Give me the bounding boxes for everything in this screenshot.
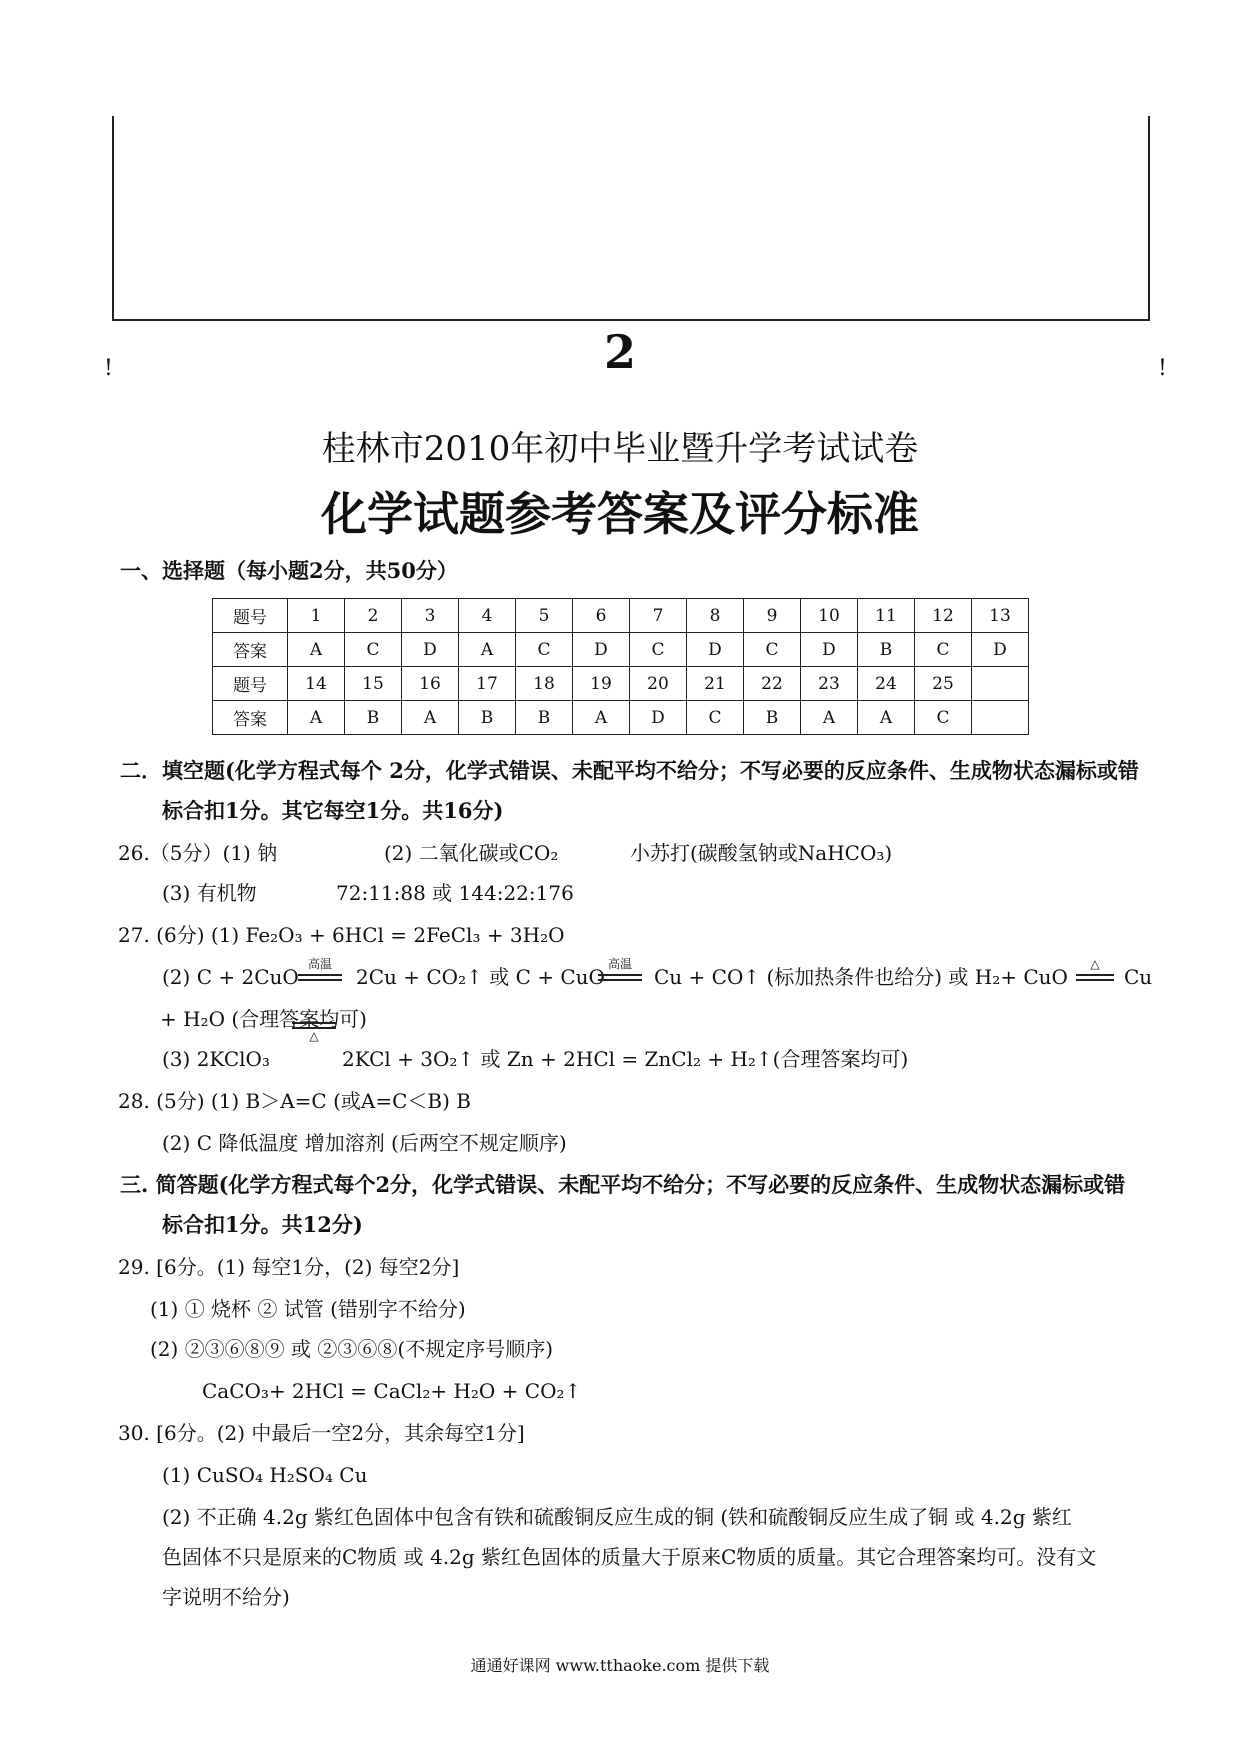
table-cell: C	[630, 633, 687, 667]
q26-answer-3b: 72:11:88 或 144:22:176	[336, 881, 574, 905]
answer-key-title: 化学试题参考答案及评分标准	[321, 487, 919, 541]
equation-sign	[298, 974, 342, 981]
table-cell: B	[744, 701, 801, 735]
section3-heading: 三. 简答题(化学方程式每个2分，化学式错误、未配平均不给分；不写必要的反应条件、生成物状态漏标或错	[120, 1172, 1126, 1197]
q30-answer-2-cont: 色固体不只是原来的C物质 或 4.2g 紫红色固体的质量大于原来C物质的质量。其它合理答案均可。没有文	[162, 1545, 1097, 1569]
table-cell: 7	[630, 599, 687, 633]
q27-answer-3a: (3) 2KClO₃	[162, 1047, 270, 1071]
row-label: 答案	[213, 633, 288, 667]
table-cell: 21	[687, 667, 744, 701]
table-cell: 19	[573, 667, 630, 701]
row-label: 答案	[213, 701, 288, 735]
table-cell: B	[345, 701, 402, 735]
table-cell: C	[744, 633, 801, 667]
section2-heading: 二．填空题(化学方程式每个 2分，化学式错误、未配平均不给分；不写必要的反应条件、生成物状态漏标或错	[120, 758, 1139, 783]
equation-sign	[292, 1022, 336, 1029]
table-cell: D	[801, 633, 858, 667]
q30-answer-2-end: 字说明不给分)	[162, 1585, 290, 1609]
table-cell: C	[516, 633, 573, 667]
table-cell: A	[288, 633, 345, 667]
table-row	[213, 599, 1029, 633]
q26-answer-2b: 小苏打(碳酸氢钠或NaHCO₃)	[630, 841, 893, 865]
table-cell: A	[459, 633, 516, 667]
table-cell: 4	[459, 599, 516, 633]
table-cell	[972, 701, 1029, 735]
section2-heading-cont: 标合扣1分。其它每空1分。共16分)	[162, 798, 504, 823]
q29-equation: CaCO₃+ 2HCl = CaCl₂+ H₂O + CO₂↑	[202, 1379, 582, 1403]
table-cell: B	[516, 701, 573, 735]
equation-sign	[598, 974, 642, 981]
table-cell: D	[402, 633, 459, 667]
margin-mark-left: !	[104, 356, 113, 381]
row-label: 题号	[213, 599, 288, 633]
condition-high-temp: 高温	[307, 957, 332, 971]
table-cell: 2	[345, 599, 402, 633]
table-cell: 8	[687, 599, 744, 633]
q27-answer-2c: Cu + CO↑ (标加热条件也给分) 或 H₂+ CuO	[654, 965, 1068, 989]
q29-answer-1: (1) ① 烧杯 ② 试管 (错别字不给分)	[150, 1297, 466, 1321]
table-cell: 24	[858, 667, 915, 701]
condition-heat: △	[1090, 957, 1100, 971]
table-cell: A	[288, 701, 345, 735]
table-cell: 15	[345, 667, 402, 701]
table-cell: 11	[858, 599, 915, 633]
q27-answer-1: 27. (6分) (1) Fe₂O₃ + 6HCl = 2FeCl₃ + 3H₂O	[118, 923, 565, 947]
q26-answer-3: (3) 有机物	[162, 881, 257, 905]
q27-answer-2e: + H₂O (合理答案均可)	[160, 1007, 367, 1031]
q30-scoring: 30. [6分。(2) 中最后一空2分，其余每空1分]	[118, 1421, 525, 1445]
table-cell: A	[573, 701, 630, 735]
table-cell: D	[630, 701, 687, 735]
q27-answer-3b: 2KCl + 3O₂↑ 或 Zn + 2HCl = ZnCl₂ + H₂↑(合理答案均可)	[342, 1047, 909, 1071]
table-row	[213, 701, 1029, 735]
table-cell: A	[858, 701, 915, 735]
q28-answer-1: 28. (5分) (1) B＞A=C (或A=C＜B) B	[118, 1089, 471, 1113]
table-cell	[972, 667, 1029, 701]
row-label: 题号	[213, 667, 288, 701]
table-cell: D	[573, 633, 630, 667]
table-row	[213, 633, 1029, 667]
table-cell: 20	[630, 667, 687, 701]
table-cell: 10	[801, 599, 858, 633]
table-cell: 18	[516, 667, 573, 701]
q30-answer-2: (2) 不正确 4.2g 紫红色固体中包含有铁和硫酸铜反应生成的铜 (铁和硫酸铜反应生成了铜 或 4.2g 紫红	[162, 1505, 1072, 1529]
condition-high-temp: 高温	[607, 957, 632, 971]
q27-answer-2b: 2Cu + CO₂↑ 或 C + CuO	[356, 965, 605, 989]
table-cell: 3	[402, 599, 459, 633]
table-cell: 14	[288, 667, 345, 701]
answer-table	[212, 598, 1029, 735]
table-cell: 5	[516, 599, 573, 633]
q26-answer-1: 26.（5分）(1) 钠	[118, 841, 278, 865]
table-cell: D	[687, 633, 744, 667]
equation-sign	[1076, 974, 1114, 981]
table-row	[213, 667, 1029, 701]
table-cell: 17	[459, 667, 516, 701]
table-cell: C	[915, 633, 972, 667]
exam-title: 桂林市2010年初中毕业暨升学考试试卷	[321, 429, 919, 469]
table-cell: C	[915, 701, 972, 735]
q29-scoring: 29. [6分。(1) 每空1分，(2) 每空2分]	[118, 1255, 460, 1279]
table-cell: 9	[744, 599, 801, 633]
q30-answer-1: (1) CuSO₄ H₂SO₄ Cu	[162, 1463, 368, 1487]
footer-source: 通通好课网 www.tthaoke.com 提供下载	[470, 1656, 770, 1675]
q27-answer-2d: Cu	[1124, 965, 1153, 989]
table-cell: 1	[288, 599, 345, 633]
table-cell: C	[687, 701, 744, 735]
q28-answer-2: (2) C 降低温度 增加溶剂 (后两空不规定顺序)	[162, 1131, 567, 1155]
answer-box	[112, 116, 1150, 321]
page-number: 2	[603, 325, 636, 379]
section1-heading: 一、选择题（每小题2分，共50分）	[120, 558, 458, 583]
table-cell: 23	[801, 667, 858, 701]
table-cell: A	[402, 701, 459, 735]
table-cell: 6	[573, 599, 630, 633]
q27-answer-2a: (2) C + 2CuO	[162, 965, 299, 989]
table-cell: 16	[402, 667, 459, 701]
condition-heat: △	[309, 1029, 319, 1043]
q26-answer-2: (2) 二氧化碳或CO₂	[384, 841, 559, 865]
section3-heading-cont: 标合扣1分。共12分)	[162, 1212, 363, 1237]
table-cell: 22	[744, 667, 801, 701]
table-cell: 13	[972, 599, 1029, 633]
table-cell: 25	[915, 667, 972, 701]
table-cell: 12	[915, 599, 972, 633]
table-cell: B	[459, 701, 516, 735]
table-cell: C	[345, 633, 402, 667]
table-cell: B	[858, 633, 915, 667]
table-cell: D	[972, 633, 1029, 667]
q29-answer-2: (2) ②③⑥⑧⑨ 或 ②③⑥⑧(不规定序号顺序)	[150, 1337, 554, 1361]
table-cell: A	[801, 701, 858, 735]
margin-mark-right: !	[1158, 356, 1167, 381]
